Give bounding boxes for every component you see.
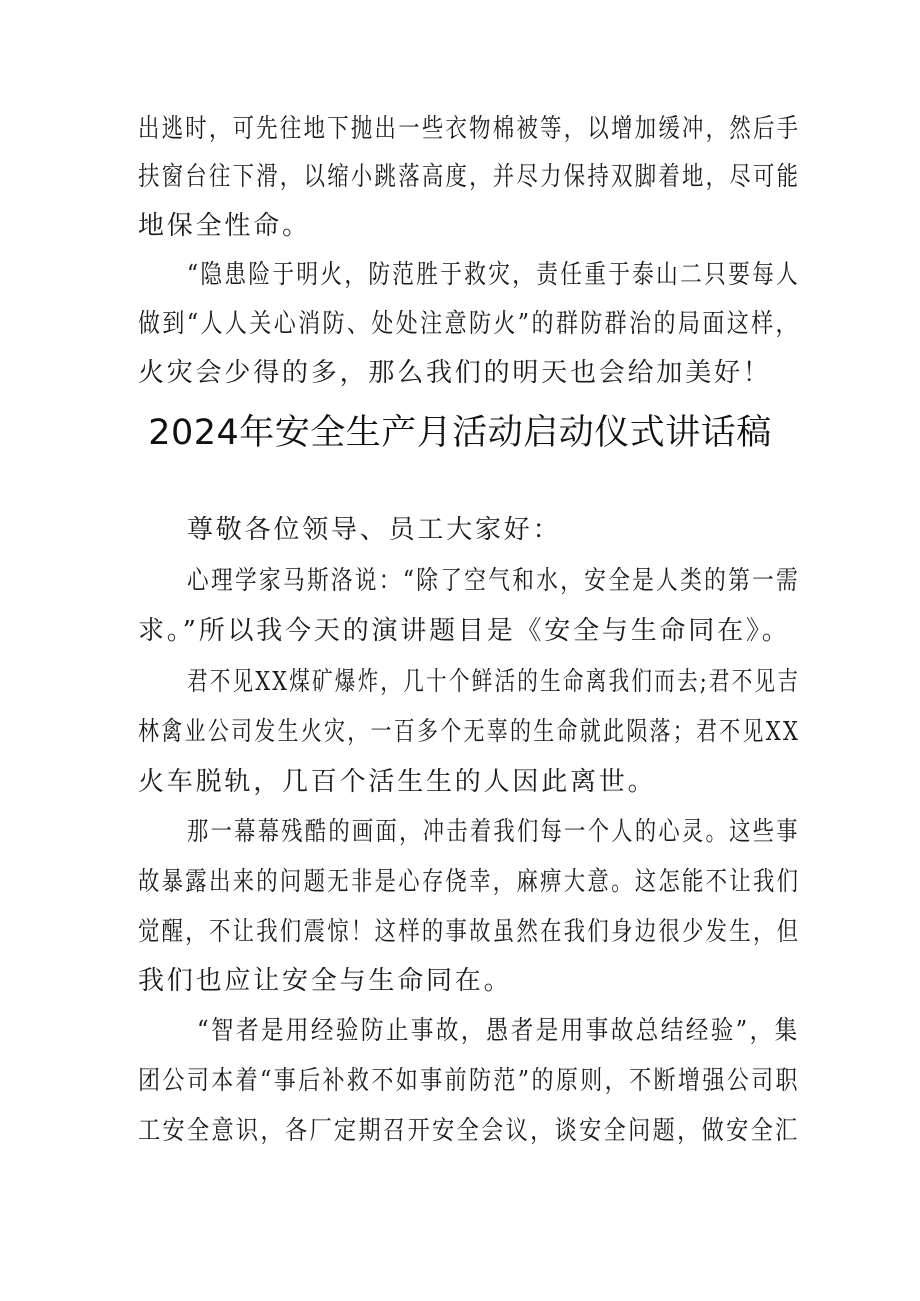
greeting: 尊敬各位领导、员工大家好： (187, 515, 562, 545)
text-line: 觉醒，不让我们震惊！这样的事故虽然在我们身边很少发生，但 (138, 917, 801, 947)
text-line: 火灾会少得的多，那么我们的明天也会给加美好！ (138, 358, 772, 388)
text-line: “隐患险于明火，防范胜于救灾，责任重于泰山二只要每人 (187, 260, 801, 290)
text-line: 扶窗台往下滑，以缩小跳落高度，并尽力保持双脚着地，尽可能 (138, 162, 801, 192)
text-line: 出逃时，可先往地下抛出一些衣物棉被等，以增加缓冲，然后手 (138, 114, 801, 144)
text-line: 我们也应让安全与生命同在。 (138, 966, 513, 996)
text-line: 故暴露出来的问题无非是心存侥幸，麻痹大意。这怎能不让我们 (138, 867, 801, 897)
text-line: 君不见XX煤矿爆炸，几十个鲜活的生命离我们而去;君不见吉 (187, 667, 801, 697)
text-line: 求。”所以我今天的演讲题目是《安全与生命同在》。 (138, 616, 791, 646)
text-line: 工安全意识，各厂定期召开安全会议，谈安全问题，做安全汇 (138, 1116, 800, 1146)
text-line: 团公司本着“事后补救不如事前防范”的原则，不断增强公司职 (138, 1066, 800, 1096)
text-line: 心理学家马斯洛说：“除了空气和水，安全是人类的第一需 (187, 566, 801, 596)
text-line: 地保全性命。 (138, 211, 311, 241)
text-line: 做到“人人关心消防、处处注意防火”的群防群治的局面这样， (138, 309, 800, 339)
text-line: “智者是用经验防止事故，愚者是用事故总结经验”，集 (197, 1016, 800, 1046)
text-line: 那一幕幕残酷的画面，冲击着我们每一个人的心灵。这些事 (187, 817, 800, 847)
text-line: 火车脱轨，几百个活生生的人因此离世。 (138, 767, 657, 797)
document-title: 2024年安全生产月活动启动仪式讲话稿 (148, 413, 772, 453)
text-line: 林禽业公司发生火灾，一百多个无辜的生命就此陨落；君不见XX (138, 717, 801, 747)
